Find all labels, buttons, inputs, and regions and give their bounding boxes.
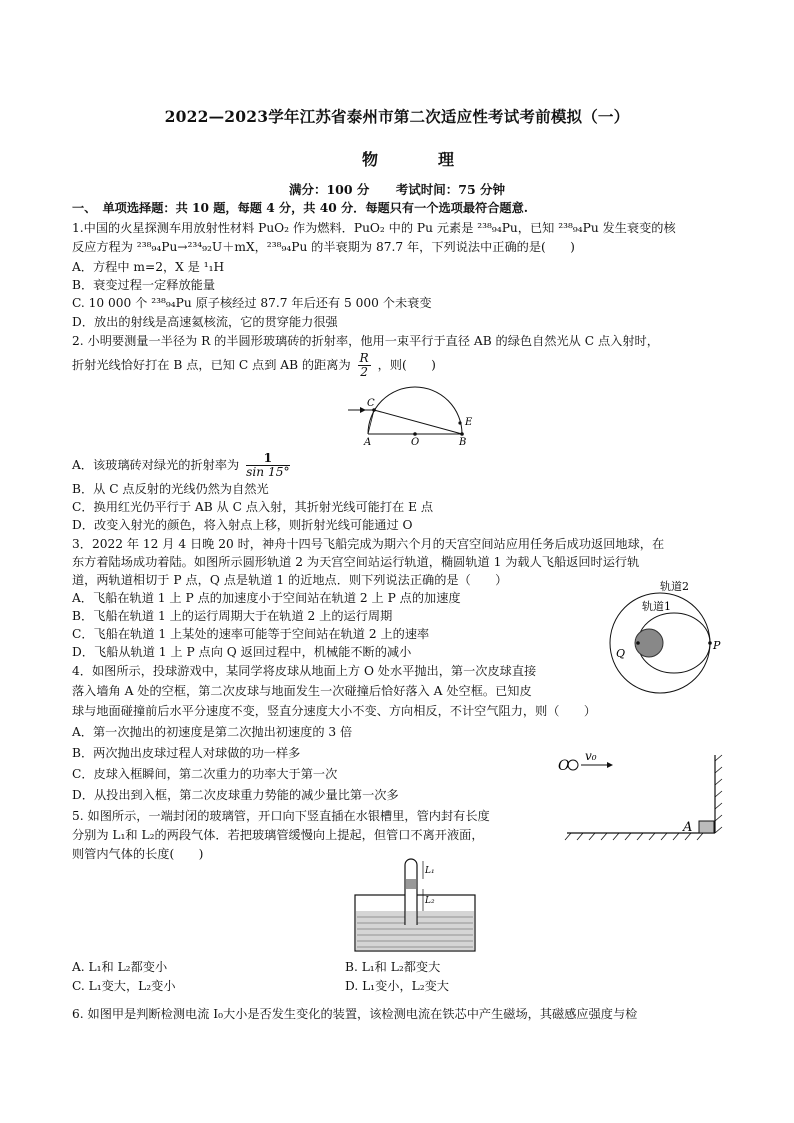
exam-time: 考试时间：75 分钟	[395, 182, 506, 197]
q2-frac-num: R	[359, 351, 369, 365]
q2-stem-text-a: 折射光线恰好打在 B 点，已知 C 点到 AB 的距离为	[72, 358, 351, 372]
subject-title: 物 理	[361, 150, 476, 169]
q2-frac-den: 2	[360, 365, 369, 379]
q5-option-a: A. L₁和 L₂都变小	[72, 960, 168, 974]
q3-stem-line2: 东方着陆场成功着陆。如图所示圆形轨道 2 为天宫空间站运行轨道，椭圆轨道 1 为载人飞船返回时运行轨	[72, 555, 640, 569]
q4-ball-o	[568, 760, 578, 770]
q5-stem-line3: 则管内气体的长度( )	[72, 847, 204, 861]
q3-option-a: A．飞船在轨道 1 上 P 点的加速度小于空间站在轨道 2 上 P 点的加速度	[72, 591, 461, 605]
q2-option-c: C．换用红光仍平行于 AB 从 C 点入射，其折射光线可能打在 E 点	[72, 500, 434, 514]
q5-stem-line1: 5. 如图所示，一端封闭的玻璃管，开口向下竖直插在水银槽里，管内封有长度	[72, 809, 490, 823]
q2-option-a-den: sin 15°	[246, 465, 290, 479]
q4-label-v0: v₀	[585, 749, 597, 763]
q2-ray-arrow	[360, 407, 366, 413]
q2-guide-line	[368, 410, 374, 434]
q4-velocity-arrowhead	[607, 762, 613, 768]
q3-label-p: P	[713, 639, 721, 652]
q4-label-a: A	[683, 820, 693, 835]
q3-option-b: B．飞船在轨道 1 上的运行周期大于在轨道 2 上的运行周期	[72, 609, 393, 623]
q2-semicircle-arc	[368, 387, 462, 434]
q2-label-b: B	[459, 437, 467, 446]
q3-point-q	[636, 641, 640, 645]
q2-semicircle-figure	[340, 378, 480, 446]
q3-label-orbit2: 轨道2	[660, 580, 689, 593]
q3-stem-line3: 道，两轨道相切于 P 点，Q 点是轨道 1 的近地点．则下列说法正确的是（ ）	[72, 573, 508, 587]
q1-option-c: C. 10 000 个 ²³⁸₉₄Pu 原子核经过 87.7 年后还有 5 000 个未衰变	[72, 296, 432, 310]
full-score: 满分：100 分	[288, 182, 370, 197]
q3-orbit-figure	[600, 575, 730, 695]
q2-option-d: D．改变入射光的颜色，将入射点上移，则折射光线可能通过 O	[72, 518, 413, 532]
q1-option-a: A．方程中 m=2，X 是 ¹₁H	[72, 260, 225, 274]
q2-stem-line1: 2. 小明要测量一半径为 R 的半圆形玻璃砖的折射率，他用一束平行于直径 AB 的绿色自然光从 C 点入射时，	[72, 334, 659, 348]
q4-label-o: O	[558, 758, 570, 774]
q4-option-b: B．两次抛出皮球过程人对球做的功一样多	[72, 746, 301, 760]
q4-option-d: D．从投出到入框，第二次皮球重力势能的减少量比第一次多	[72, 788, 399, 802]
q3-stem-line1: 3．2022 年 12 月 4 日晚 20 时，神舟十四号飞船完成为期六个月的天宫空间站应用任务后成功返回地球，在	[72, 537, 665, 551]
q5-option-b: B. L₁和 L₂都变大	[345, 960, 441, 974]
q4-stem-line2: 落入墙角 A 处的空框，第二次皮球与地面发生一次碰撞后恰好落入 A 处空框。已知皮	[72, 684, 532, 698]
q1-option-b: B．衰变过程一定释放能量	[72, 278, 216, 292]
q2-fraction-r-over-2	[358, 352, 371, 379]
q2-label-a: A	[364, 437, 372, 446]
q5-option-d: D. L₁变小，L₂变大	[345, 979, 449, 993]
section-heading: 一、 单项选择题：共 10 题，每题 4 分，共 40 分．每题只有一个选项最符合题意.	[72, 201, 529, 215]
q4-option-c: C．皮球入框瞬间，第二次重力的功率大于第一次	[72, 767, 338, 781]
q2-point-e	[458, 421, 461, 424]
q4-wall-hatch	[715, 755, 722, 833]
q1-option-d: D．放出的射线是高速氦核流，它的贯穿能力很强	[72, 315, 338, 329]
q1-stem-line1: 1.中国的火星探测车用放射性材料 PuO₂ 作为燃料．PuO₂ 中的 Pu 元素是 ²³⁸₉₄Pu，已知 ²³⁸₉₄Pu 发生衰变的核	[72, 221, 676, 235]
q3-point-p	[708, 641, 712, 645]
q6-stem-line1: 6. 如图甲是判断检测电流 I₀大小是否发生变化的装置，该检测电流在铁芯中产生磁场，其磁感应强度与检	[72, 1007, 638, 1021]
q4-throw-figure	[555, 745, 730, 845]
q2-option-a-num: 1	[246, 452, 289, 466]
q3-option-d: D．飞船从轨道 1 上 P 点向 Q 返回过程中，机械能不断的减小	[72, 645, 412, 659]
q3-option-c: C．飞船在轨道 1 上某处的速率可能等于空间站在轨道 2 上的速率	[72, 627, 430, 641]
q1-stem-line2: 反应方程为 ²³⁸₉₄Pu→²³⁴₉₂U＋mX，²³⁸₉₄Pu 的半衰期为 87.7 年，下列说法中正确的是( )	[72, 240, 575, 254]
q5-label-l2: L₂	[425, 896, 435, 906]
q5-option-c: C. L₁变大，L₂变小	[72, 979, 176, 993]
q4-stem-line1: 4．如图所示，投球游戏中，某同学将皮球从地面上方 O 处水平抛出，第一次皮球直接	[72, 664, 537, 678]
q2-option-b: B．从 C 点反射的光线仍然为自然光	[72, 482, 269, 496]
q3-label-q: Q	[616, 647, 626, 660]
q5-label-l1: L₁	[425, 866, 435, 876]
q4-basket-a	[699, 821, 714, 833]
q2-point-b	[460, 432, 464, 436]
q5-tube-figure	[345, 855, 485, 955]
q2-point-o	[413, 432, 417, 436]
q2-option-a	[72, 452, 293, 479]
exam-meta	[0, 180, 794, 198]
q2-label-c: C	[367, 398, 375, 409]
exam-title: 2022—2023学年江苏省泰州市第二次适应性考试考前模拟（一）	[164, 107, 630, 126]
q2-option-a-text: A．该玻璃砖对绿光的折射率为	[72, 458, 240, 472]
q3-label-orbit1: 轨道1	[642, 600, 671, 613]
q2-label-e: E	[465, 417, 473, 428]
q2-label-o: O	[411, 437, 420, 446]
q5-tube-mercury	[406, 911, 416, 925]
q2-option-a-fraction	[246, 452, 289, 479]
q4-stem-line3: 球与地面碰撞前后水平分速度不变，竖直分速度大小不变、方向相反，不计空气阻力，则（ ）	[72, 704, 597, 718]
q2-stem-line2	[72, 352, 436, 379]
q4-option-a: A．第一次抛出的初速度是第二次抛出初速度的 3 倍	[72, 725, 353, 739]
q5-mercury-column	[406, 879, 416, 889]
q2-stem-text-b: ，则( )	[377, 358, 436, 372]
q5-stem-line2: 分别为 L₁和 L₂的两段气体．若把玻璃管缓慢向上提起，但管口不离开液面，	[72, 828, 484, 842]
q2-refracted-ray	[374, 410, 462, 434]
